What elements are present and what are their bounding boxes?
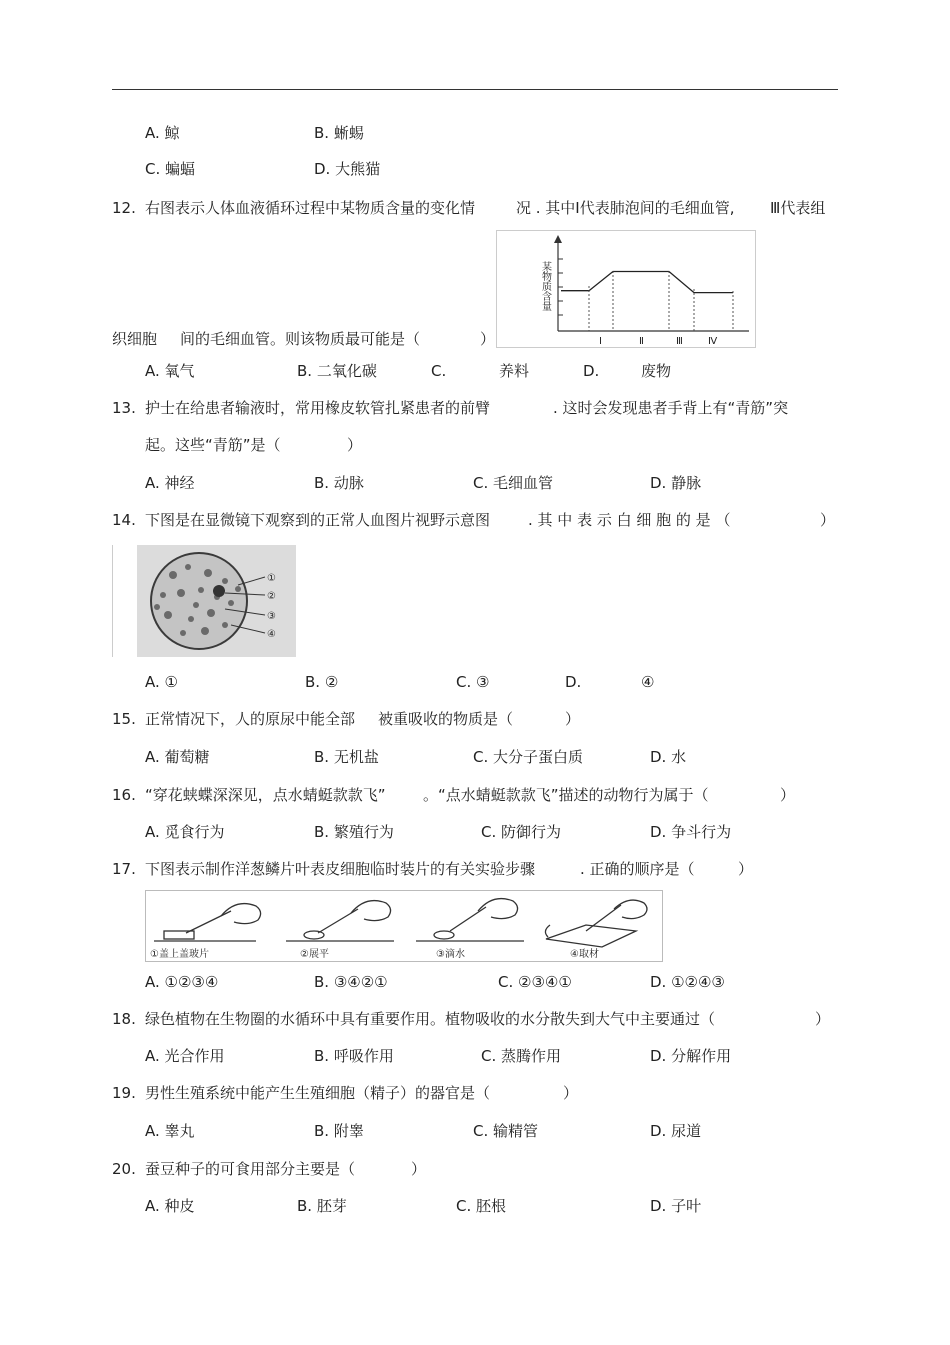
q16-option-a: A. 觅食行为 <box>145 823 225 841</box>
step-4-illustration <box>545 900 647 947</box>
q20-stem-1: 蚕豆种子的可食用部分主要是（ <box>145 1160 356 1178</box>
q12-option-c-letter: C. <box>431 362 447 380</box>
q11-option-c: C. 蝙蝠 <box>145 160 196 178</box>
q13-stem-3: 起。这些“青筋”是（ <box>145 436 281 454</box>
q15-option-b: B. 无机盐 <box>314 748 379 766</box>
q12-figure <box>496 230 756 348</box>
q19-option-a: A. 睾丸 <box>145 1122 195 1140</box>
region-label-4: Ⅳ <box>708 336 718 347</box>
q17-option-b: B. ③④②① <box>314 973 388 991</box>
q14-stem-3: ） <box>820 511 836 529</box>
q17-option-c: C. ②③④① <box>498 973 572 991</box>
q19-stem-2: ） <box>563 1084 579 1102</box>
q17-stem-1: 下图表示制作洋葱鳞片叶表皮细胞临时装片的有关实验步骤 <box>145 860 536 878</box>
step-2-illustration <box>286 901 394 941</box>
q20-option-a: A. 种皮 <box>145 1197 195 1215</box>
q11-option-b: B. 蜥蜴 <box>314 124 364 142</box>
step-2-label: ②展平 <box>300 949 329 960</box>
q12-option-d-text: 废物 <box>641 362 672 380</box>
step-1-illustration <box>154 904 261 941</box>
q19-option-b: B. 附睾 <box>314 1122 364 1140</box>
q18-option-a: A. 光合作用 <box>145 1047 225 1065</box>
fig-label-2: ② <box>267 591 276 602</box>
q12-option-b: B. 二氧化碳 <box>297 362 377 380</box>
q15-option-d: D. 水 <box>650 748 687 766</box>
q18-number: 18. <box>112 1010 136 1028</box>
q15-stem-1: 正常情况下，人的原尿中能全部 <box>145 710 356 728</box>
q19-stem-1: 男性生殖系统中能产生生殖细胞（精子）的器官是（ <box>145 1084 491 1102</box>
q20-option-d: D. 子叶 <box>650 1197 702 1215</box>
q19-option-d: D. 尿道 <box>650 1122 702 1140</box>
q13-number: 13. <box>112 399 136 417</box>
q12-stem-5: 间的毛细血管。则该物质最可能是（ <box>180 330 421 348</box>
step-1-label: ①盖上盖玻片 <box>150 949 209 960</box>
q12-stem-1: 右图表示人体血液循环过程中某物质含量的变化情 <box>145 199 476 217</box>
step-3-label: ③滴水 <box>436 949 465 960</box>
q13-option-d: D. 静脉 <box>650 474 702 492</box>
q15-option-c: C. 大分子蛋白质 <box>473 748 584 766</box>
region-label-1: Ⅰ <box>599 336 602 347</box>
fig-label-3: ③ <box>267 611 276 622</box>
step-3-illustration <box>416 899 524 941</box>
q20-stem-2: ） <box>411 1160 427 1178</box>
white-blood-cell <box>213 585 225 597</box>
q13-option-c: C. 毛细血管 <box>473 474 554 492</box>
q15-stem-3: ） <box>565 710 581 728</box>
q12-option-d-letter: D. <box>583 362 600 380</box>
header-rule <box>112 89 838 90</box>
q13-option-a: A. 神经 <box>145 474 195 492</box>
q12-stem-6: ） <box>480 330 496 348</box>
q15-stem-2: 被重吸收的物质是（ <box>378 710 514 728</box>
region-dividers <box>589 271 733 331</box>
q16-number: 16. <box>112 786 136 804</box>
q11-option-a: A. 鲸 <box>145 124 180 142</box>
region-label-2: Ⅱ <box>639 336 644 347</box>
q13-option-b: B. 动脉 <box>314 474 364 492</box>
q14-option-c: C. ③ <box>456 673 490 691</box>
q14-number: 14. <box>112 511 136 529</box>
q14-stem-2: . 其 中 表 示 白 细 胞 的 是 （ <box>528 511 731 529</box>
q12-number: 12. <box>112 199 136 217</box>
q20-number: 20. <box>112 1160 136 1178</box>
q14-option-d-text: ④ <box>641 673 655 691</box>
q19-option-c: C. 输精管 <box>473 1122 539 1140</box>
q13-stem-2: . 这时会发现患者手背上有“青筋”突 <box>553 399 789 417</box>
q17-stem-3: ） <box>738 860 754 878</box>
q18-option-c: C. 蒸腾作用 <box>481 1047 562 1065</box>
q20-option-b: B. 胚芽 <box>297 1197 347 1215</box>
q16-stem-3: ） <box>780 786 796 804</box>
q17-number: 17. <box>112 860 136 878</box>
content-curve <box>561 272 733 293</box>
q17-figure <box>145 890 663 962</box>
q16-stem-2: 。“点水蜻蜓款款飞”描述的动物行为属于（ <box>423 786 709 804</box>
q14-stem-1: 下图是在显微镜下观察到的正常人血图片视野示意图 <box>145 511 491 529</box>
q17-stem-2: . 正确的顺序是（ <box>580 860 695 878</box>
q18-stem-1: 绿色植物在生物圈的水循环中具有重要作用。植物吸收的水分散失到大气中主要通过（ <box>145 1010 716 1028</box>
q20-option-c: C. 胚根 <box>456 1197 507 1215</box>
q12-stem-4: 织细胞 <box>112 330 158 348</box>
region-label-3: Ⅲ <box>676 336 683 347</box>
q14-option-a: A. ① <box>145 673 178 691</box>
q11-option-d: D. 大熊猫 <box>314 160 381 178</box>
q18-option-d: D. 分解作用 <box>650 1047 732 1065</box>
q19-number: 19. <box>112 1084 136 1102</box>
y-ticks <box>558 259 563 315</box>
q18-option-b: B. 呼吸作用 <box>314 1047 394 1065</box>
q14-figure <box>112 545 296 657</box>
fig-label-4: ④ <box>267 629 276 640</box>
step-4-label: ④取材 <box>570 949 599 960</box>
q14-option-b: B. ② <box>305 673 339 691</box>
q12-stem-2: 况 . 其中Ⅰ代表肺泡间的毛细血管, <box>516 199 735 217</box>
q15-option-a: A. 葡萄糖 <box>145 748 210 766</box>
y-axis-arrow <box>554 235 562 243</box>
q13-stem-1: 护士在给患者输液时，常用橡皮软管扎紧患者的前臂 <box>145 399 491 417</box>
y-axis-label: 某物质含量 <box>539 261 551 311</box>
fig-label-1: ① <box>267 573 276 584</box>
q12-option-a: A. 氧气 <box>145 362 195 380</box>
q16-option-c: C. 防御行为 <box>481 823 562 841</box>
q18-stem-2: ） <box>815 1010 831 1028</box>
q12-option-c-text: 养料 <box>499 362 530 380</box>
q14-option-d-letter: D. <box>565 673 582 691</box>
q15-number: 15. <box>112 710 136 728</box>
q16-option-b: B. 繁殖行为 <box>314 823 394 841</box>
q17-option-a: A. ①②③④ <box>145 973 219 991</box>
q16-stem-1: “穿花蛱蝶深深见，点水蜻蜓款款飞” <box>145 786 386 804</box>
q17-option-d: D. ①②④③ <box>650 973 725 991</box>
q13-stem-4: ） <box>347 436 363 454</box>
q12-stem-3: Ⅲ代表组 <box>770 199 826 217</box>
q16-option-d: D. 争斗行为 <box>650 823 732 841</box>
